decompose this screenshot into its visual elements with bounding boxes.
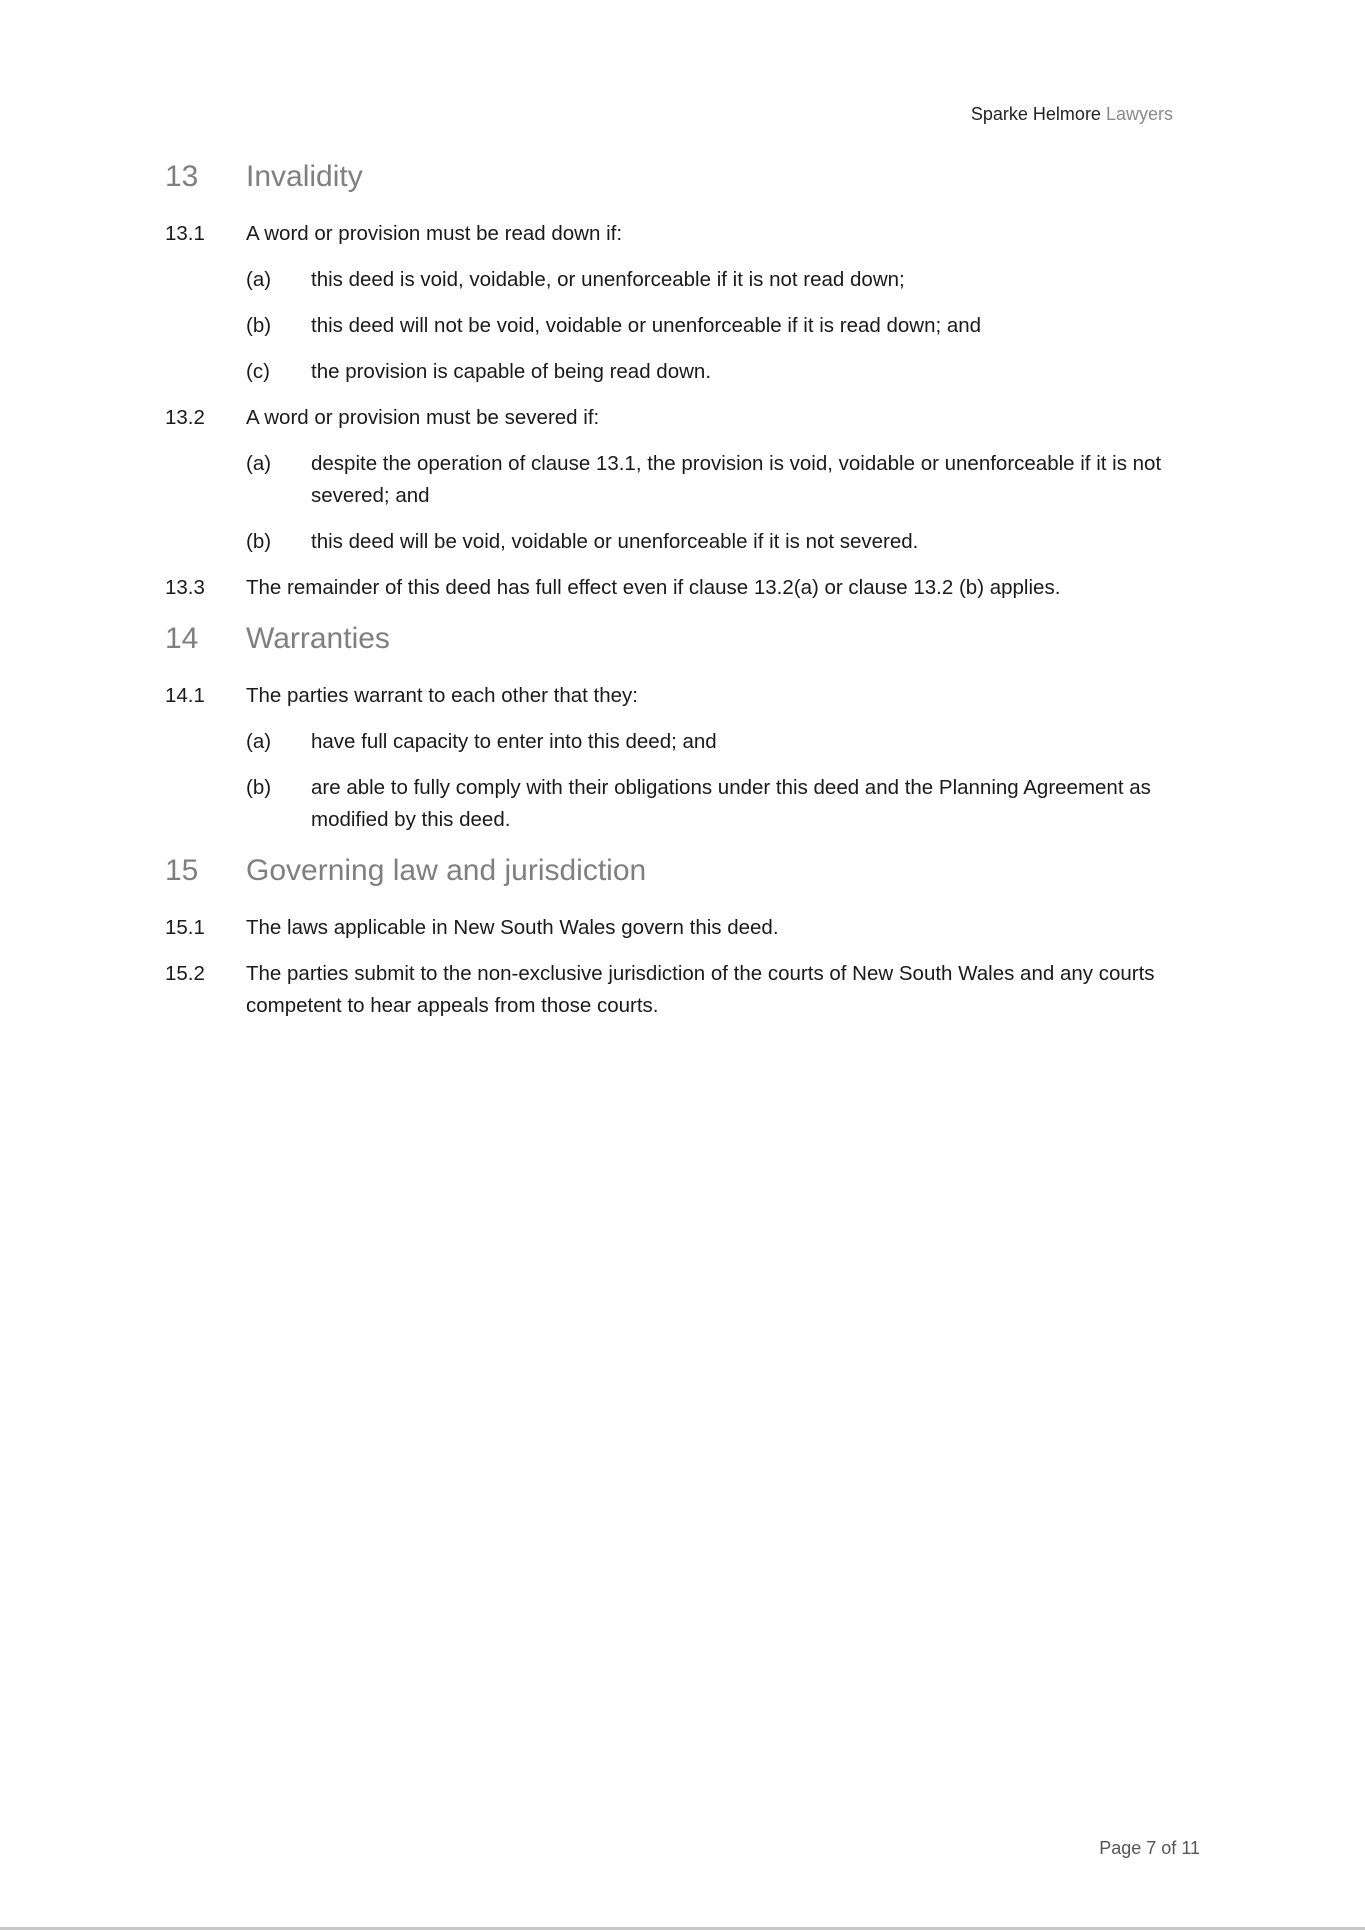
clause-number: 15.1 xyxy=(165,916,205,939)
list-item-13-1-a xyxy=(165,264,1205,296)
clause-text: The parties warrant to each other that they: xyxy=(246,684,638,707)
item-label: (b) xyxy=(246,314,272,337)
list-item-13-1-c xyxy=(165,356,1205,388)
item-label: (c) xyxy=(246,360,270,383)
clause-15-2 xyxy=(165,958,1205,1022)
firm-suffix: Lawyers xyxy=(1105,104,1173,124)
clause-number: 14.1 xyxy=(165,684,205,707)
page-number: Page 7 of 11 xyxy=(1099,1838,1200,1858)
item-label: (a) xyxy=(246,452,272,475)
section-title: Invalidity xyxy=(246,160,363,193)
clause-text: A word or provision must be read down if: xyxy=(246,222,623,245)
clause-number: 15.2 xyxy=(165,962,205,985)
section-number: 14 xyxy=(165,622,199,655)
list-item-14-1-a xyxy=(165,726,1205,758)
clause-13-1 xyxy=(165,218,1205,250)
section-title: Governing law and jurisdiction xyxy=(246,854,647,887)
clause-number: 13.1 xyxy=(165,222,205,245)
item-label: (b) xyxy=(246,776,272,799)
section-heading-13 xyxy=(165,160,1205,194)
clause-13-2 xyxy=(165,402,1205,434)
item-text: the provision is capable of being read down. xyxy=(311,360,712,383)
item-text: this deed will not be void, voidable or unenforceable if it is read down; and xyxy=(311,314,982,337)
clause-number: 13.2 xyxy=(165,406,205,429)
item-text: despite the operation of clause 13.1, the provision is void, voidable or unenforceable if it is not severed; and xyxy=(311,452,1162,507)
firm-name: Sparke Helmore xyxy=(970,104,1101,124)
clause-text: A word or provision must be severed if: xyxy=(246,406,600,429)
item-text: have full capacity to enter into this deed; and xyxy=(311,730,717,753)
page-header xyxy=(971,104,1173,125)
clause-text: The remainder of this deed has full effect even if clause 13.2(a) or clause 13.2 (b) applies. xyxy=(246,576,1061,599)
item-label: (a) xyxy=(246,268,272,291)
list-item-13-1-b xyxy=(165,310,1205,342)
list-item-13-2-b xyxy=(165,526,1205,558)
clause-14-1 xyxy=(165,680,1205,712)
clause-text: The parties submit to the non-exclusive jurisdiction of the courts of New South Wales and any courts competent to hear appeals from those courts. xyxy=(246,962,1155,1017)
item-text: this deed is void, voidable, or unenforceable if it is not read down; xyxy=(311,268,905,291)
list-item-13-2-a xyxy=(165,448,1205,512)
section-heading-14 xyxy=(165,622,1205,656)
item-text: this deed will be void, voidable or unenforceable if it is not severed. xyxy=(311,530,919,553)
list-item-14-1-b xyxy=(165,772,1205,836)
clause-13-3 xyxy=(165,572,1205,604)
clause-number: 13.3 xyxy=(165,576,205,599)
item-text: are able to fully comply with their obligations under this deed and the Planning Agreement as modified by this deed. xyxy=(311,776,1151,831)
item-label: (b) xyxy=(246,530,272,553)
section-number: 15 xyxy=(165,854,199,887)
clause-15-1 xyxy=(165,912,1205,944)
section-number: 13 xyxy=(165,160,199,193)
item-label: (a) xyxy=(246,730,272,753)
section-title: Warranties xyxy=(246,622,390,655)
document-body xyxy=(165,160,1205,1022)
clause-text: The laws applicable in New South Wales govern this deed. xyxy=(246,916,779,939)
section-heading-15 xyxy=(165,854,1205,888)
